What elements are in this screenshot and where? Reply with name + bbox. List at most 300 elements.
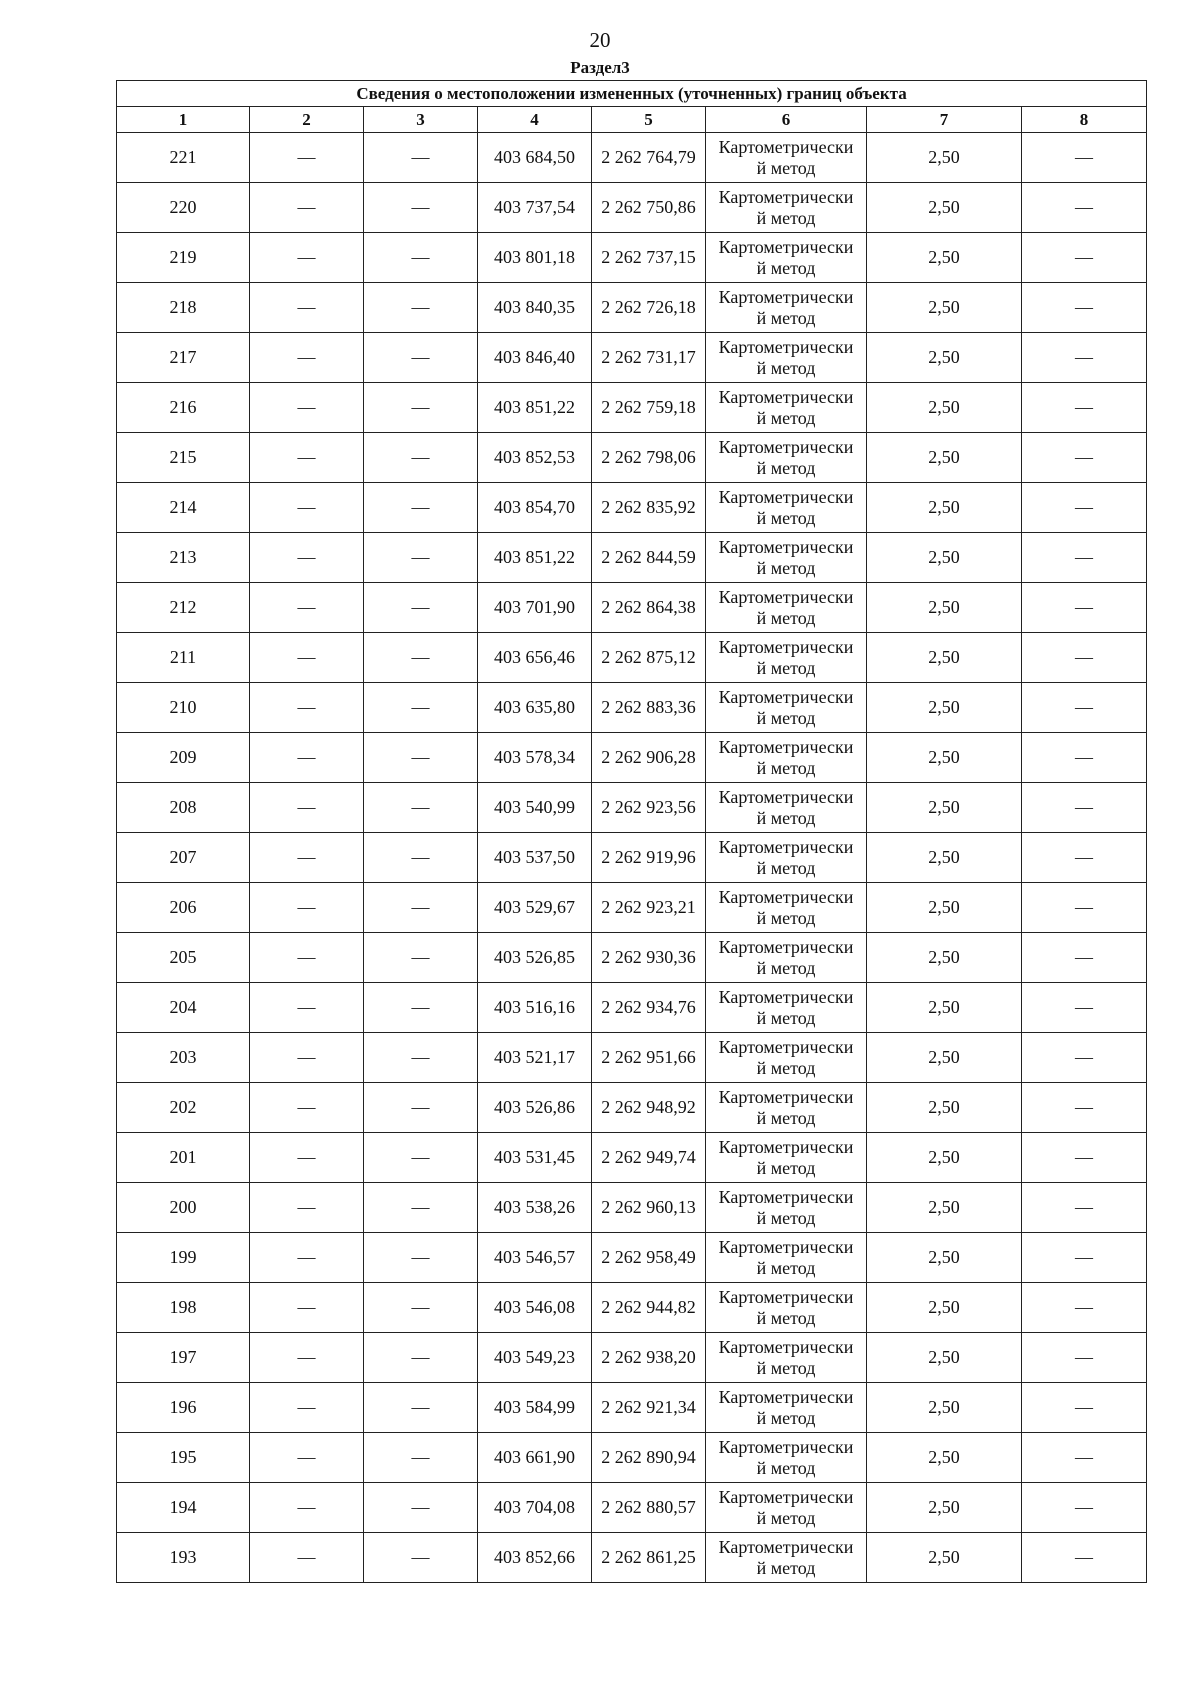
method-line: Картометрически: [718, 1286, 854, 1307]
table-row: [117, 333, 1147, 383]
method-line: Картометрически: [718, 136, 854, 157]
coordinate-x-cell: 403 531,45: [478, 1133, 592, 1183]
method-cell: [706, 1333, 867, 1383]
point-number-cell: 203: [117, 1033, 250, 1083]
coordinate-y-cell: 2 262 864,38: [592, 583, 706, 633]
coordinate-y-cell: 2 262 764,79: [592, 133, 706, 183]
method-line: Картометрически: [718, 1386, 854, 1407]
coordinate-x-cell: 403 538,26: [478, 1183, 592, 1233]
coordinate-x-cell: 403 549,23: [478, 1333, 592, 1383]
method-cell: [706, 883, 867, 933]
empty-dash-cell: —: [250, 1483, 364, 1533]
coordinate-y-cell: 2 262 759,18: [592, 383, 706, 433]
method-cell: [706, 1083, 867, 1133]
column-header: 7: [867, 107, 1022, 133]
method-line: Картометрически: [718, 336, 854, 357]
method-line: й метод: [756, 1007, 816, 1028]
precision-cell: 2,50: [867, 383, 1022, 433]
coordinate-y-cell: 2 262 798,06: [592, 433, 706, 483]
empty-dash-cell: —: [364, 683, 478, 733]
method-line: Картометрически: [718, 1336, 854, 1357]
method-cell: [706, 1283, 867, 1333]
empty-dash-cell: —: [364, 283, 478, 333]
empty-dash-cell: —: [364, 333, 478, 383]
empty-dash-cell: —: [364, 583, 478, 633]
point-number-cell: 217: [117, 333, 250, 383]
table-row: [117, 483, 1147, 533]
precision-cell: 2,50: [867, 983, 1022, 1033]
coordinate-x-cell: 403 661,90: [478, 1433, 592, 1483]
coordinate-x-cell: 403 840,35: [478, 283, 592, 333]
precision-cell: 2,50: [867, 133, 1022, 183]
precision-cell: 2,50: [867, 1433, 1022, 1483]
precision-cell: 2,50: [867, 283, 1022, 333]
coordinate-y-cell: 2 262 948,92: [592, 1083, 706, 1133]
method-cell: [706, 433, 867, 483]
empty-dash-cell: —: [364, 183, 478, 233]
method-line: Картометрически: [718, 636, 854, 657]
coordinate-x-cell: 403 546,57: [478, 1233, 592, 1283]
method-line: й метод: [756, 1557, 816, 1578]
coordinate-y-cell: 2 262 930,36: [592, 933, 706, 983]
coordinate-y-cell: 2 262 731,17: [592, 333, 706, 383]
coordinate-y-cell: 2 262 883,36: [592, 683, 706, 733]
coordinate-y-cell: 2 262 958,49: [592, 1233, 706, 1283]
empty-dash-cell: —: [364, 783, 478, 833]
precision-cell: 2,50: [867, 583, 1022, 633]
empty-dash-cell: —: [1022, 933, 1147, 983]
coordinate-x-cell: 403 584,99: [478, 1383, 592, 1433]
table-row: [117, 683, 1147, 733]
empty-dash-cell: —: [1022, 483, 1147, 533]
empty-dash-cell: —: [1022, 1333, 1147, 1383]
empty-dash-cell: —: [250, 733, 364, 783]
empty-dash-cell: —: [250, 1383, 364, 1433]
empty-dash-cell: —: [250, 233, 364, 283]
table-row: [117, 783, 1147, 833]
method-line: й метод: [756, 357, 816, 378]
method-line: Картометрически: [718, 1036, 854, 1057]
coordinate-x-cell: 403 635,80: [478, 683, 592, 733]
empty-dash-cell: —: [364, 433, 478, 483]
method-line: Картометрически: [718, 1486, 854, 1507]
table-row: [117, 383, 1147, 433]
point-number-cell: 213: [117, 533, 250, 583]
method-cell: [706, 833, 867, 883]
point-number-cell: 196: [117, 1383, 250, 1433]
precision-cell: 2,50: [867, 1483, 1022, 1533]
method-cell: [706, 233, 867, 283]
empty-dash-cell: —: [250, 983, 364, 1033]
method-cell: [706, 1233, 867, 1283]
method-line: й метод: [756, 1157, 816, 1178]
method-line: Картометрически: [718, 1436, 854, 1457]
precision-cell: 2,50: [867, 783, 1022, 833]
table-row: [117, 983, 1147, 1033]
point-number-cell: 199: [117, 1233, 250, 1283]
method-cell: [706, 333, 867, 383]
point-number-cell: 212: [117, 583, 250, 633]
method-line: й метод: [756, 907, 816, 928]
method-line: й метод: [756, 857, 816, 878]
table-row: [117, 1183, 1147, 1233]
empty-dash-cell: —: [250, 933, 364, 983]
point-number-cell: 208: [117, 783, 250, 833]
precision-cell: 2,50: [867, 683, 1022, 733]
method-line: Картометрически: [718, 1136, 854, 1157]
point-number-cell: 211: [117, 633, 250, 683]
method-cell: [706, 933, 867, 983]
empty-dash-cell: —: [364, 383, 478, 433]
method-cell: [706, 1183, 867, 1233]
empty-dash-cell: —: [364, 833, 478, 883]
column-header: 4: [478, 107, 592, 133]
precision-cell: 2,50: [867, 933, 1022, 983]
method-line: й метод: [756, 957, 816, 978]
empty-dash-cell: —: [250, 1333, 364, 1383]
empty-dash-cell: —: [1022, 183, 1147, 233]
empty-dash-cell: —: [364, 983, 478, 1033]
empty-dash-cell: —: [250, 183, 364, 233]
table-row: [117, 1133, 1147, 1183]
page-number: 20: [589, 28, 611, 52]
method-line: Картометрически: [718, 1186, 854, 1207]
empty-dash-cell: —: [250, 833, 364, 883]
empty-dash-cell: —: [250, 533, 364, 583]
coordinate-x-cell: 403 801,18: [478, 233, 592, 283]
empty-dash-cell: —: [250, 633, 364, 683]
empty-dash-cell: —: [364, 133, 478, 183]
column-header: 8: [1022, 107, 1147, 133]
method-cell: [706, 383, 867, 433]
precision-cell: 2,50: [867, 233, 1022, 283]
precision-cell: 2,50: [867, 733, 1022, 783]
precision-cell: 2,50: [867, 883, 1022, 933]
method-cell: [706, 1383, 867, 1433]
method-line: Картометрически: [718, 886, 854, 907]
method-cell: [706, 683, 867, 733]
method-line: Картометрически: [718, 436, 854, 457]
empty-dash-cell: —: [364, 1333, 478, 1383]
coordinate-x-cell: 403 851,22: [478, 383, 592, 433]
method-line: й метод: [756, 207, 816, 228]
empty-dash-cell: —: [250, 1533, 364, 1583]
method-line: Картометрически: [718, 986, 854, 1007]
table-row: [117, 633, 1147, 683]
method-cell: [706, 183, 867, 233]
precision-cell: 2,50: [867, 183, 1022, 233]
empty-dash-cell: —: [1022, 133, 1147, 183]
coordinate-y-cell: 2 262 921,34: [592, 1383, 706, 1433]
table-row: [117, 1033, 1147, 1083]
point-number-cell: 202: [117, 1083, 250, 1133]
coordinate-y-cell: 2 262 906,28: [592, 733, 706, 783]
precision-cell: 2,50: [867, 483, 1022, 533]
empty-dash-cell: —: [250, 333, 364, 383]
method-line: Картометрически: [718, 1236, 854, 1257]
empty-dash-cell: —: [250, 1433, 364, 1483]
method-cell: [706, 1133, 867, 1183]
table-caption: Сведения о местоположении измененных (уточненных) границ объекта: [117, 81, 1147, 107]
empty-dash-cell: —: [1022, 733, 1147, 783]
coordinate-y-cell: 2 262 938,20: [592, 1333, 706, 1383]
coordinate-y-cell: 2 262 949,74: [592, 1133, 706, 1183]
point-number-cell: 204: [117, 983, 250, 1033]
precision-cell: 2,50: [867, 633, 1022, 683]
method-line: Картометрически: [718, 536, 854, 557]
coordinate-y-cell: 2 262 960,13: [592, 1183, 706, 1233]
method-line: Картометрически: [718, 936, 854, 957]
point-number-cell: 219: [117, 233, 250, 283]
table-row: [117, 883, 1147, 933]
empty-dash-cell: —: [250, 1233, 364, 1283]
empty-dash-cell: —: [1022, 383, 1147, 433]
method-line: Картометрически: [718, 736, 854, 757]
empty-dash-cell: —: [364, 1033, 478, 1083]
coordinate-x-cell: 403 851,22: [478, 533, 592, 583]
method-line: Картометрически: [718, 236, 854, 257]
coordinate-x-cell: 403 578,34: [478, 733, 592, 783]
table-row: [117, 433, 1147, 483]
method-cell: [706, 1433, 867, 1483]
table-row: [117, 1083, 1147, 1133]
table-row: [117, 933, 1147, 983]
point-number-cell: 193: [117, 1533, 250, 1583]
empty-dash-cell: —: [250, 783, 364, 833]
coordinate-x-cell: 403 701,90: [478, 583, 592, 633]
empty-dash-cell: —: [364, 1083, 478, 1133]
method-line: Картометрически: [718, 1536, 854, 1557]
point-number-cell: 200: [117, 1183, 250, 1233]
table-body: [117, 133, 1147, 1583]
method-cell: [706, 633, 867, 683]
empty-dash-cell: —: [1022, 783, 1147, 833]
table-row: [117, 283, 1147, 333]
empty-dash-cell: —: [364, 633, 478, 683]
method-cell: [706, 733, 867, 783]
table-row: [117, 733, 1147, 783]
empty-dash-cell: —: [250, 883, 364, 933]
point-number-cell: 218: [117, 283, 250, 333]
section-title: Раздел3: [570, 58, 630, 77]
empty-dash-cell: —: [250, 133, 364, 183]
empty-dash-cell: —: [364, 1433, 478, 1483]
table-row: [117, 1233, 1147, 1283]
point-number-cell: 207: [117, 833, 250, 883]
empty-dash-cell: —: [1022, 233, 1147, 283]
precision-cell: 2,50: [867, 1033, 1022, 1083]
method-line: Картометрически: [718, 1086, 854, 1107]
empty-dash-cell: —: [364, 1383, 478, 1433]
table-row: [117, 583, 1147, 633]
coordinate-x-cell: 403 546,08: [478, 1283, 592, 1333]
method-cell: [706, 533, 867, 583]
method-line: й метод: [756, 457, 816, 478]
empty-dash-cell: —: [250, 433, 364, 483]
precision-cell: 2,50: [867, 833, 1022, 883]
method-line: й метод: [756, 407, 816, 428]
empty-dash-cell: —: [364, 483, 478, 533]
point-number-cell: 206: [117, 883, 250, 933]
point-number-cell: 194: [117, 1483, 250, 1533]
empty-dash-cell: —: [364, 883, 478, 933]
table-row: [117, 1433, 1147, 1483]
point-number-cell: 210: [117, 683, 250, 733]
column-header: 3: [364, 107, 478, 133]
method-cell: [706, 133, 867, 183]
method-line: Картометрически: [718, 686, 854, 707]
boundary-points-table: [116, 80, 1147, 1583]
table-row: [117, 533, 1147, 583]
coordinate-y-cell: 2 262 951,66: [592, 1033, 706, 1083]
coordinate-y-cell: 2 262 890,94: [592, 1433, 706, 1483]
empty-dash-cell: —: [250, 683, 364, 733]
table-row: [117, 1383, 1147, 1433]
method-cell: [706, 1033, 867, 1083]
point-number-cell: 209: [117, 733, 250, 783]
empty-dash-cell: —: [1022, 1083, 1147, 1133]
precision-cell: 2,50: [867, 1333, 1022, 1383]
empty-dash-cell: —: [250, 483, 364, 533]
empty-dash-cell: —: [1022, 1433, 1147, 1483]
coordinate-x-cell: 403 852,66: [478, 1533, 592, 1583]
method-cell: [706, 1483, 867, 1533]
empty-dash-cell: —: [1022, 1133, 1147, 1183]
precision-cell: 2,50: [867, 1183, 1022, 1233]
empty-dash-cell: —: [250, 1083, 364, 1133]
empty-dash-cell: —: [1022, 1533, 1147, 1583]
method-line: й метод: [756, 1307, 816, 1328]
method-line: й метод: [756, 1407, 816, 1428]
point-number-cell: 195: [117, 1433, 250, 1483]
method-line: й метод: [756, 807, 816, 828]
precision-cell: 2,50: [867, 333, 1022, 383]
coordinate-y-cell: 2 262 944,82: [592, 1283, 706, 1333]
method-cell: [706, 583, 867, 633]
empty-dash-cell: —: [364, 1483, 478, 1533]
point-number-cell: 220: [117, 183, 250, 233]
empty-dash-cell: —: [364, 933, 478, 983]
column-numbers-row: [117, 107, 1147, 133]
point-number-cell: 198: [117, 1283, 250, 1333]
empty-dash-cell: —: [1022, 1383, 1147, 1433]
method-line: й метод: [756, 1507, 816, 1528]
precision-cell: 2,50: [867, 1533, 1022, 1583]
precision-cell: 2,50: [867, 1083, 1022, 1133]
method-cell: [706, 283, 867, 333]
method-line: Картометрически: [718, 786, 854, 807]
coordinate-x-cell: 403 516,16: [478, 983, 592, 1033]
empty-dash-cell: —: [364, 1133, 478, 1183]
coordinate-x-cell: 403 540,99: [478, 783, 592, 833]
empty-dash-cell: —: [250, 1283, 364, 1333]
coordinate-x-cell: 403 521,17: [478, 1033, 592, 1083]
coordinate-x-cell: 403 852,53: [478, 433, 592, 483]
column-header: 1: [117, 107, 250, 133]
precision-cell: 2,50: [867, 1283, 1022, 1333]
table-row: [117, 233, 1147, 283]
method-cell: [706, 983, 867, 1033]
coordinate-y-cell: 2 262 934,76: [592, 983, 706, 1033]
coordinate-x-cell: 403 526,85: [478, 933, 592, 983]
method-line: й метод: [756, 757, 816, 778]
table-row: [117, 833, 1147, 883]
coordinate-x-cell: 403 656,46: [478, 633, 592, 683]
method-line: й метод: [756, 507, 816, 528]
column-header: 6: [706, 107, 867, 133]
point-number-cell: 197: [117, 1333, 250, 1383]
point-number-cell: 205: [117, 933, 250, 983]
empty-dash-cell: —: [250, 283, 364, 333]
method-line: й метод: [756, 1257, 816, 1278]
method-line: Картометрически: [718, 386, 854, 407]
table-row: [117, 1483, 1147, 1533]
empty-dash-cell: —: [1022, 883, 1147, 933]
coordinate-y-cell: 2 262 880,57: [592, 1483, 706, 1533]
method-line: й метод: [756, 1057, 816, 1078]
table-row: [117, 133, 1147, 183]
coordinate-x-cell: 403 854,70: [478, 483, 592, 533]
table-row: [117, 1333, 1147, 1383]
table-row: [117, 1283, 1147, 1333]
empty-dash-cell: —: [1022, 583, 1147, 633]
column-header: 2: [250, 107, 364, 133]
empty-dash-cell: —: [1022, 683, 1147, 733]
coordinate-x-cell: 403 704,08: [478, 1483, 592, 1533]
method-line: й метод: [756, 1207, 816, 1228]
empty-dash-cell: —: [1022, 1283, 1147, 1333]
coordinate-x-cell: 403 529,67: [478, 883, 592, 933]
point-number-cell: 216: [117, 383, 250, 433]
table-row: [117, 1533, 1147, 1583]
table-row: [117, 183, 1147, 233]
precision-cell: 2,50: [867, 433, 1022, 483]
method-line: Картометрически: [718, 836, 854, 857]
empty-dash-cell: —: [1022, 1183, 1147, 1233]
method-line: й метод: [756, 657, 816, 678]
coordinate-y-cell: 2 262 923,21: [592, 883, 706, 933]
precision-cell: 2,50: [867, 1133, 1022, 1183]
precision-cell: 2,50: [867, 1233, 1022, 1283]
empty-dash-cell: —: [1022, 283, 1147, 333]
empty-dash-cell: —: [250, 383, 364, 433]
column-header: 5: [592, 107, 706, 133]
empty-dash-cell: —: [364, 1533, 478, 1583]
coordinate-x-cell: 403 737,54: [478, 183, 592, 233]
coordinate-x-cell: 403 526,86: [478, 1083, 592, 1133]
empty-dash-cell: —: [364, 1233, 478, 1283]
point-number-cell: 201: [117, 1133, 250, 1183]
empty-dash-cell: —: [1022, 833, 1147, 883]
empty-dash-cell: —: [364, 1183, 478, 1233]
empty-dash-cell: —: [250, 1133, 364, 1183]
method-line: й метод: [756, 1357, 816, 1378]
method-line: й метод: [756, 307, 816, 328]
coordinate-y-cell: 2 262 919,96: [592, 833, 706, 883]
point-number-cell: 215: [117, 433, 250, 483]
empty-dash-cell: —: [1022, 1233, 1147, 1283]
empty-dash-cell: —: [364, 1283, 478, 1333]
method-line: й метод: [756, 557, 816, 578]
empty-dash-cell: —: [1022, 533, 1147, 583]
precision-cell: 2,50: [867, 533, 1022, 583]
coordinate-y-cell: 2 262 844,59: [592, 533, 706, 583]
method-line: й метод: [756, 707, 816, 728]
method-line: й метод: [756, 1457, 816, 1478]
coordinate-x-cell: 403 537,50: [478, 833, 592, 883]
coordinate-y-cell: 2 262 750,86: [592, 183, 706, 233]
coordinate-y-cell: 2 262 726,18: [592, 283, 706, 333]
